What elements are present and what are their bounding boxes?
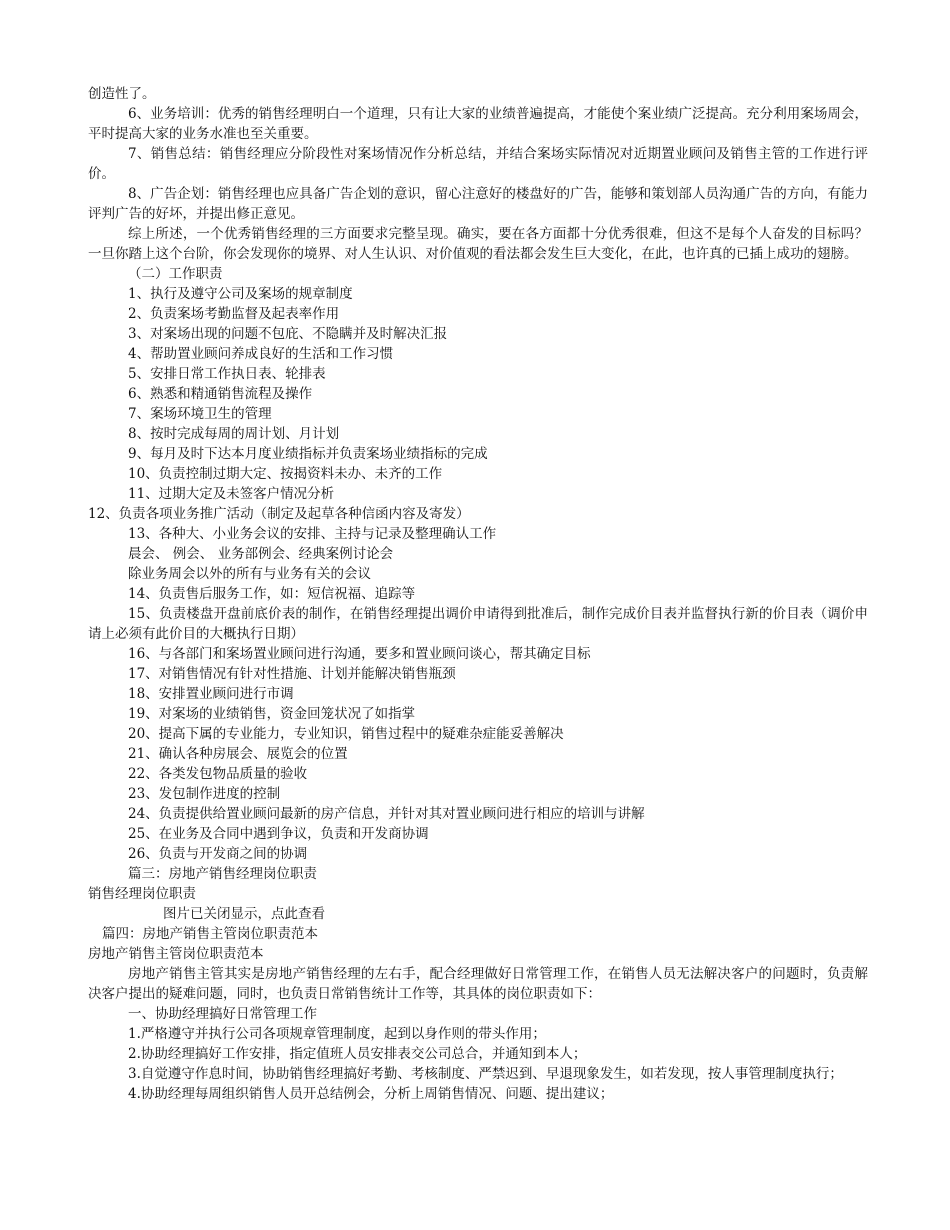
list-item: 10、负责控制过期大定、按揭资料未办、未齐的工作	[128, 466, 443, 482]
list-item: 15、负责楼盘开盘前底价表的制作，在销售经理提出调价申请得到批准后，制作完成价目表并监督执行新的价目表（调价申请上必须有此价目的大概执行日期）	[88, 606, 868, 642]
list-item: 3.自觉遵守作息时间，协助销售经理搞好考勤、考核制度、严禁迟到、早退现象发生，如若发现，按人事管理制度执行；	[128, 1066, 843, 1082]
list-item: 3、对案场出现的问题不包庇、不隐瞒并及时解决汇报	[128, 326, 448, 342]
list-item: 14、负责售后服务工作，如：短信祝福、追踪等	[128, 586, 416, 602]
list-item: 6、熟悉和精通销售流程及操作	[128, 386, 313, 402]
list-item: 2、负责案场考勤监督及起表率作用	[128, 306, 340, 322]
list-item: 12、负责各项业务推广活动（制定及起草各种信函内容及寄发）	[88, 506, 470, 522]
list-item: 13、各种大、小业务会议的安排、主持与记录及整理确认工作	[128, 526, 497, 542]
paragraph-tail: 创造性了。	[88, 86, 156, 102]
list-item: 9、每月及时下达本月度业绩指标并负责案场业绩指标的完成	[128, 446, 488, 462]
list-item: 18、安排置业顾问进行市调	[128, 686, 294, 702]
list-item: 2.协助经理搞好工作安排，指定值班人员安排表交公司总合，并通知到本人；	[128, 1046, 587, 1062]
list-item: 7、案场环境卫生的管理	[128, 406, 272, 422]
list-item: 24、负责提供给置业顾问最新的房产信息，并针对其对置业顾问进行相应的培训与讲解	[128, 806, 645, 822]
list-item: 26、负责与开发商之间的协调	[128, 846, 308, 862]
list-item: 25、在业务及合同中遇到争议，负责和开发商协调	[128, 826, 429, 842]
section-heading-assist: 一、协助经理搞好日常管理工作	[128, 1006, 317, 1022]
part-heading-4: 篇四：房地产销售主管岗位职责范本	[102, 926, 318, 942]
title-sales-supervisor: 房地产销售主管岗位职责范本	[88, 946, 264, 962]
list-item: 20、提高下属的专业能力，专业知识，销售过程中的疑难杂症能妥善解决	[128, 726, 564, 742]
list-item: 11、过期大定及未签客户情况分析	[128, 486, 335, 502]
list-item: 21、确认各种房展会、展览会的位置	[128, 746, 348, 762]
list-item: 22、各类发包物品质量的验收	[128, 766, 308, 782]
list-item: 16、与各部门和案场置业顾问进行沟通，要多和置业顾问谈心，帮其确定目标	[128, 646, 591, 662]
part-heading-3: 篇三：房地产销售经理岗位职责	[128, 866, 317, 882]
paragraph-summary: 7、销售总结：销售经理应分阶段性对案场情况作分析总结，并结合案场实际情况对近期置业顾问及销售主管的工作进行评价。	[88, 146, 868, 182]
list-item: 8、按时完成每周的周计划、月计划	[128, 426, 340, 442]
list-item: 1.严格遵守并执行公司各项规章管理制度，起到以身作则的带头作用；	[128, 1026, 546, 1042]
title-sales-manager: 销售经理岗位职责	[88, 886, 196, 902]
paragraph-training: 6、业务培训：优秀的销售经理明白一个道理，只有让大家的业绩普遍提高，才能使个案业绩广泛提高。充分利用案场周会，平时提高大家的业务水准也至关重要。	[88, 106, 868, 142]
list-item: 1、执行及遵守公司及案场的规章制度	[128, 286, 353, 302]
paragraph-advertising: 8、广告企划：销售经理也应具备广告企划的意识，留心注意好的楼盘好的广告，能够和策划部人员沟通广告的方向，有能力评判广告的好坏，并提出修正意见。	[88, 186, 868, 222]
paragraph-conclusion: 综上所述，一个优秀销售经理的三方面要求完整呈现。确实，要在各方面都十分优秀很难，但这不是每个人奋发的目标吗？一旦你踏上这个台阶，你会发现你的境界、对人生认识、对价值观的看法都会发生巨大变化，在此，也许真的已插上成功的翅膀。	[88, 226, 868, 262]
list-item: 23、发包制作进度的控制	[128, 786, 281, 802]
list-item: 5、安排日常工作执日表、轮排表	[128, 366, 326, 382]
list-item: 4、帮助置业顾问养成良好的生活和工作习惯	[128, 346, 394, 362]
meeting-types: 晨会、 例会、 业务部例会、经典案例讨论会	[128, 546, 394, 562]
paragraph-intro: 房地产销售主管其实是房地产销售经理的左右手，配合经理做好日常管理工作，在销售人员无法解决客户的问题时，负责解决客户提出的疑难问题，同时，也负责日常销售统计工作等，其具体的岗位职责如下：	[88, 966, 868, 1002]
list-item: 17、对销售情况有针对性措施、计划并能解决销售瓶颈	[128, 666, 456, 682]
section-heading-duties: （二）工作职责	[128, 266, 223, 282]
list-item: 19、对案场的业绩销售，资金回笼状况了如指掌	[128, 706, 416, 722]
meeting-other: 除业务周会以外的所有与业务有关的会议	[128, 566, 371, 582]
list-item: 4.协助经理每周组织销售人员开总结例会，分析上周销售情况、问题、提出建议；	[128, 1086, 614, 1102]
image-closed-link[interactable]: 图片已关闭显示，点此查看	[163, 906, 325, 922]
